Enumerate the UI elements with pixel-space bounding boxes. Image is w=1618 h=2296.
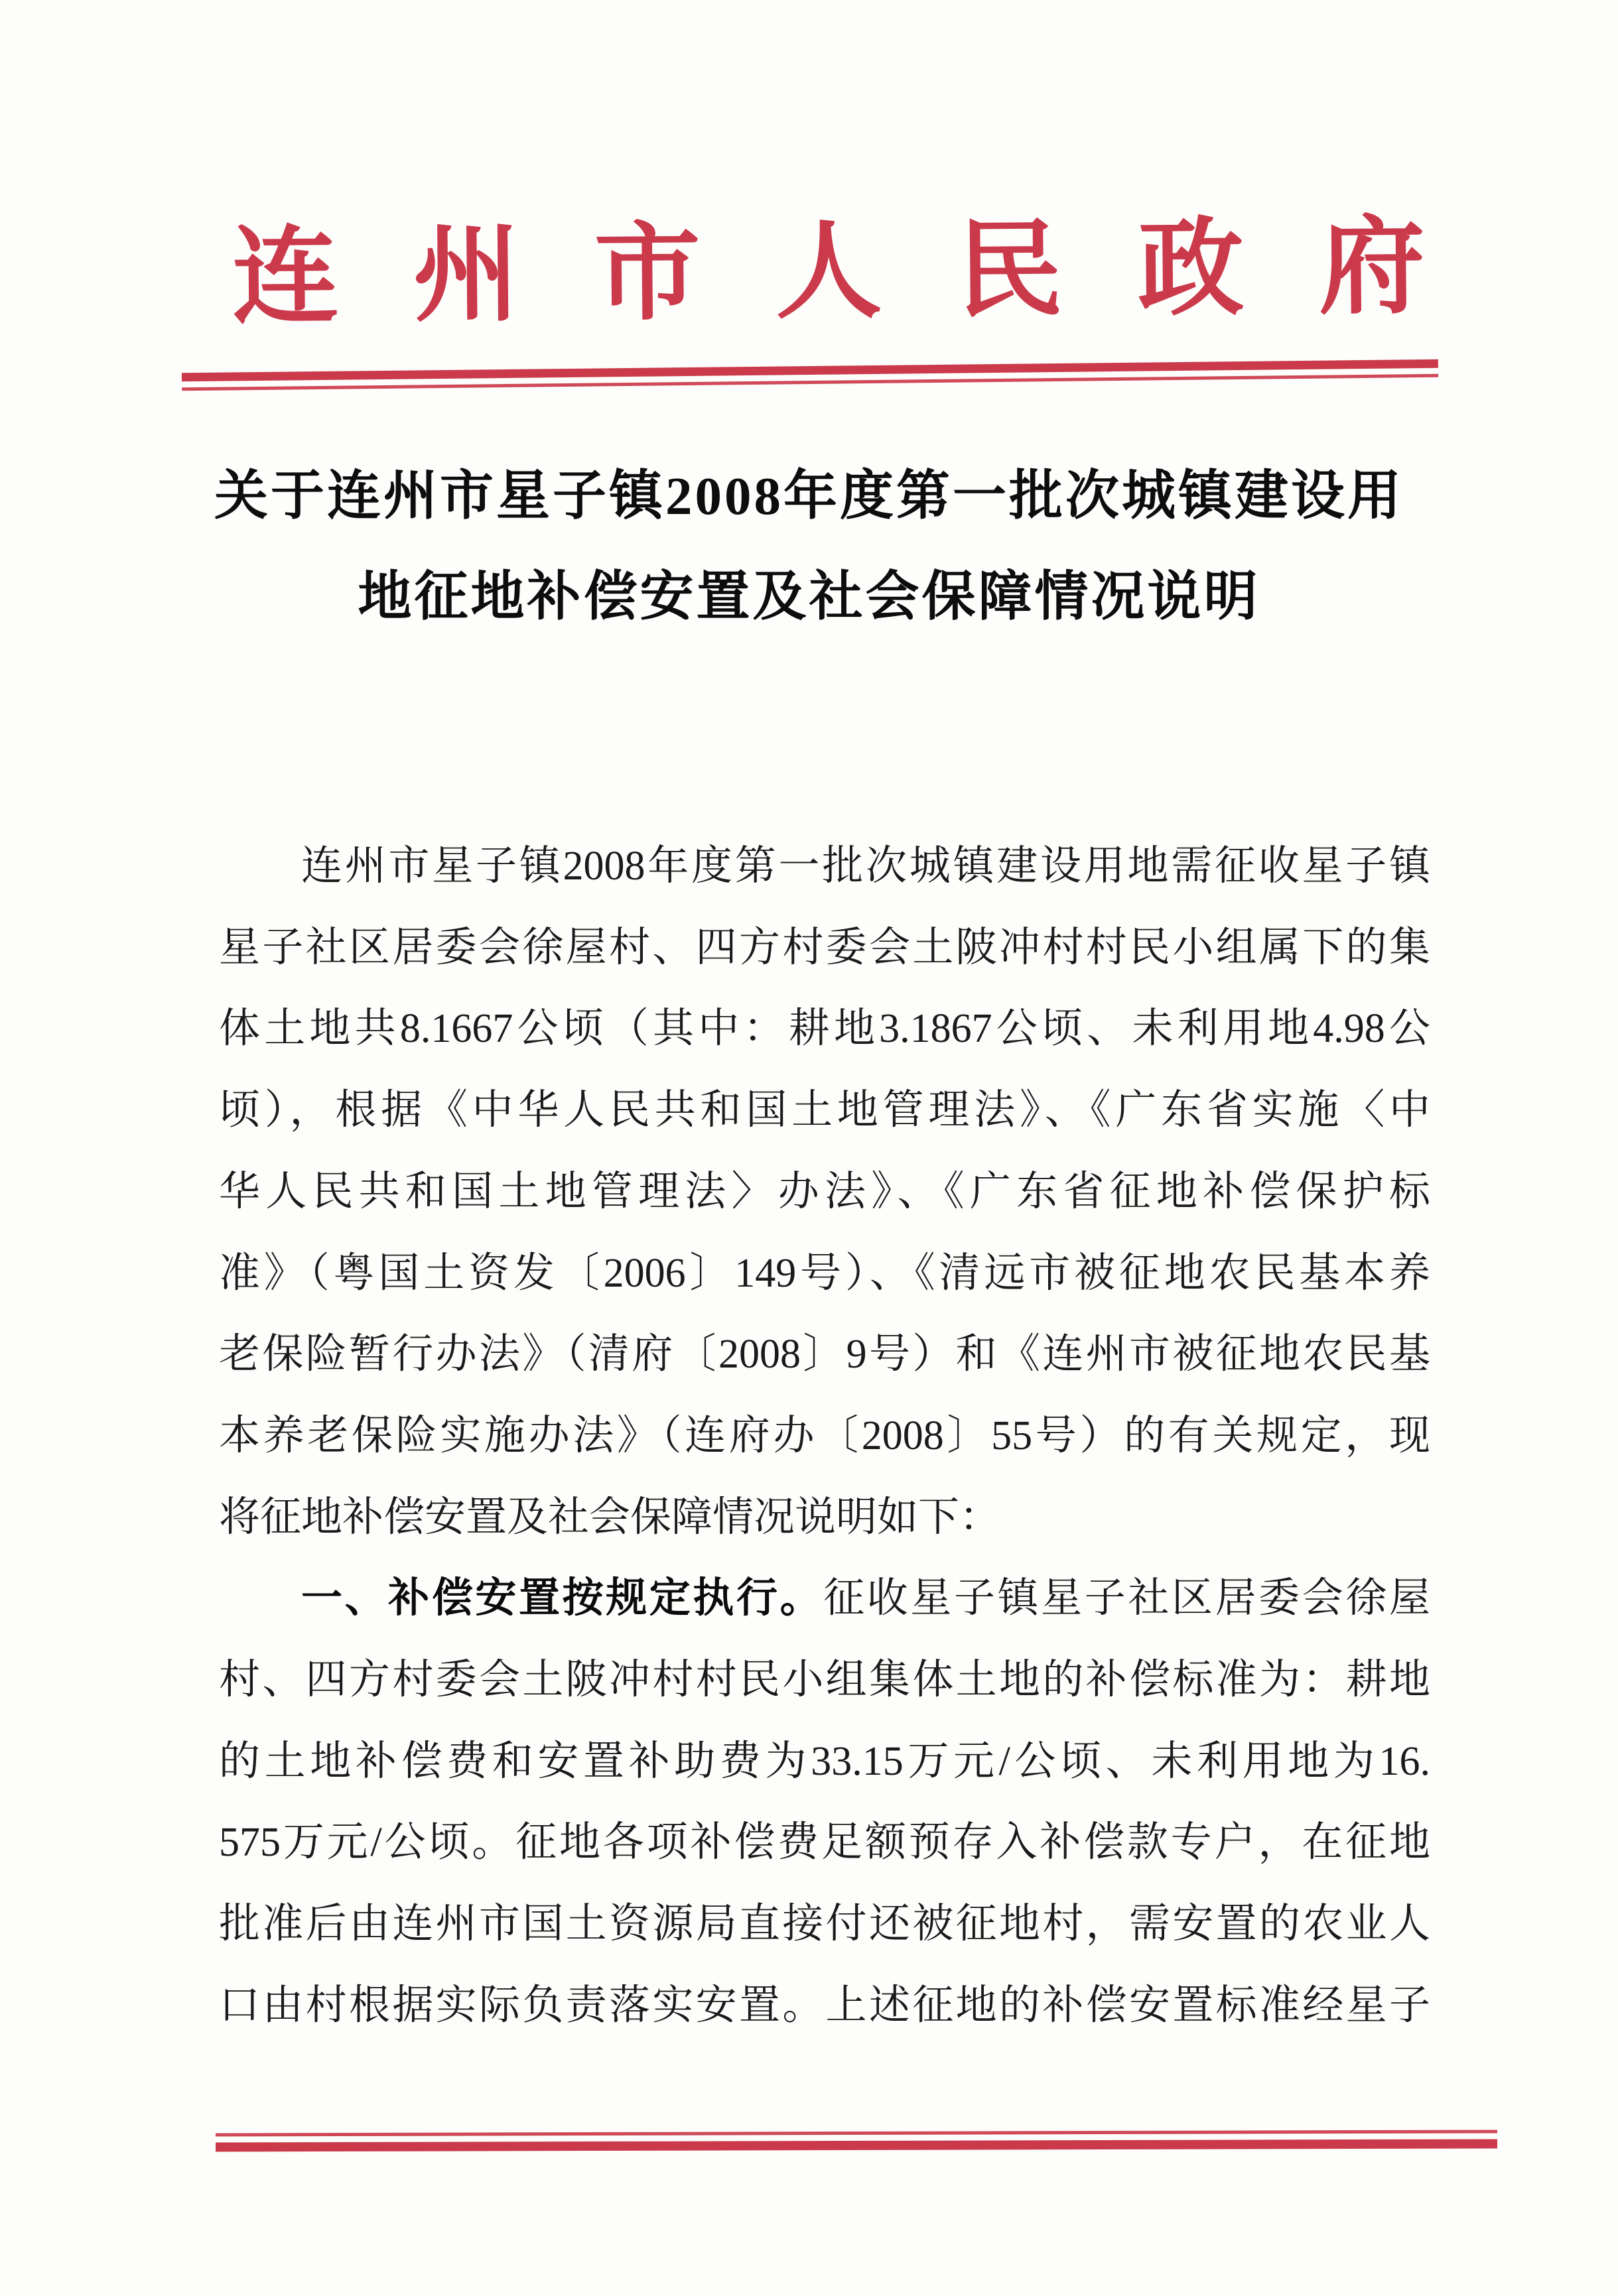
body-line: 575万元/公顷。征地各项补偿费足额预存入补偿款专户，在征地 [219,1820,1430,1866]
letterhead-org-name: 连州市人民政府 [232,207,1501,337]
body-line: 连州市星子镇2008年度第一批次城镇建设用地需征收星子镇 [301,844,1430,889]
section-1-heading: 一、补偿安置按规定执行。 [301,1575,824,1622]
letterhead-divider [182,359,1438,391]
body-line: 顷），根据《中华人民共和国土地管理法》、《广东省实施〈中 [219,1088,1430,1133]
body-line: 口由村根据实际负责落实安置。上述征地的补偿安置标准经星子 [219,1982,1430,2028]
body-line: 星子社区居委会徐屋村、四方村委会土陂冲村村民小组属下的集 [219,925,1430,970]
body-text-run: 征收星子镇星子社区居委会徐屋 [823,1576,1430,1622]
document-title-line1: 关于连州市星子镇2008年度第一批次城镇建设用 [214,466,1404,526]
body-line: 批准后由连州市国土资源局直接付还被征地村，需安置的农业人 [219,1901,1430,1947]
document-title-line2: 地征地补偿安置及社会保障情况说明 [358,567,1260,627]
body-line: 老保险暂行办法》（清府〔2008〕9号）和《连州市被征地农民基 [219,1332,1430,1377]
document-title [204,446,1414,647]
body-line: 村、四方村委会土陂冲村村民小组集体土地的补偿标准为：耕地 [219,1657,1430,1703]
body-line: 华人民共和国土地管理法〉办法》、《广东省征地补偿保护标 [219,1169,1430,1214]
body-line: 准》（粤国土资发〔2006〕149号）、《清远市被征地农民基本养 [219,1250,1430,1296]
body-line: 本养老保险实施办法》（连府办〔2008〕55号）的有关规定，现 [219,1413,1430,1458]
body-line: 的土地补偿费和安置补助费为33.15万元/公顷、未利用地为16. [219,1738,1430,1784]
footer-divider [216,2130,1497,2151]
document-body [219,826,1430,2047]
body-line: 将征地补偿安置及社会保障情况说明如下： [219,1494,1001,1540]
body-line [219,1558,1430,1639]
body-line: 体土地共8.1667公顷（其中：耕地3.1867公顷、未利用地4.98公 [219,1006,1430,1052]
